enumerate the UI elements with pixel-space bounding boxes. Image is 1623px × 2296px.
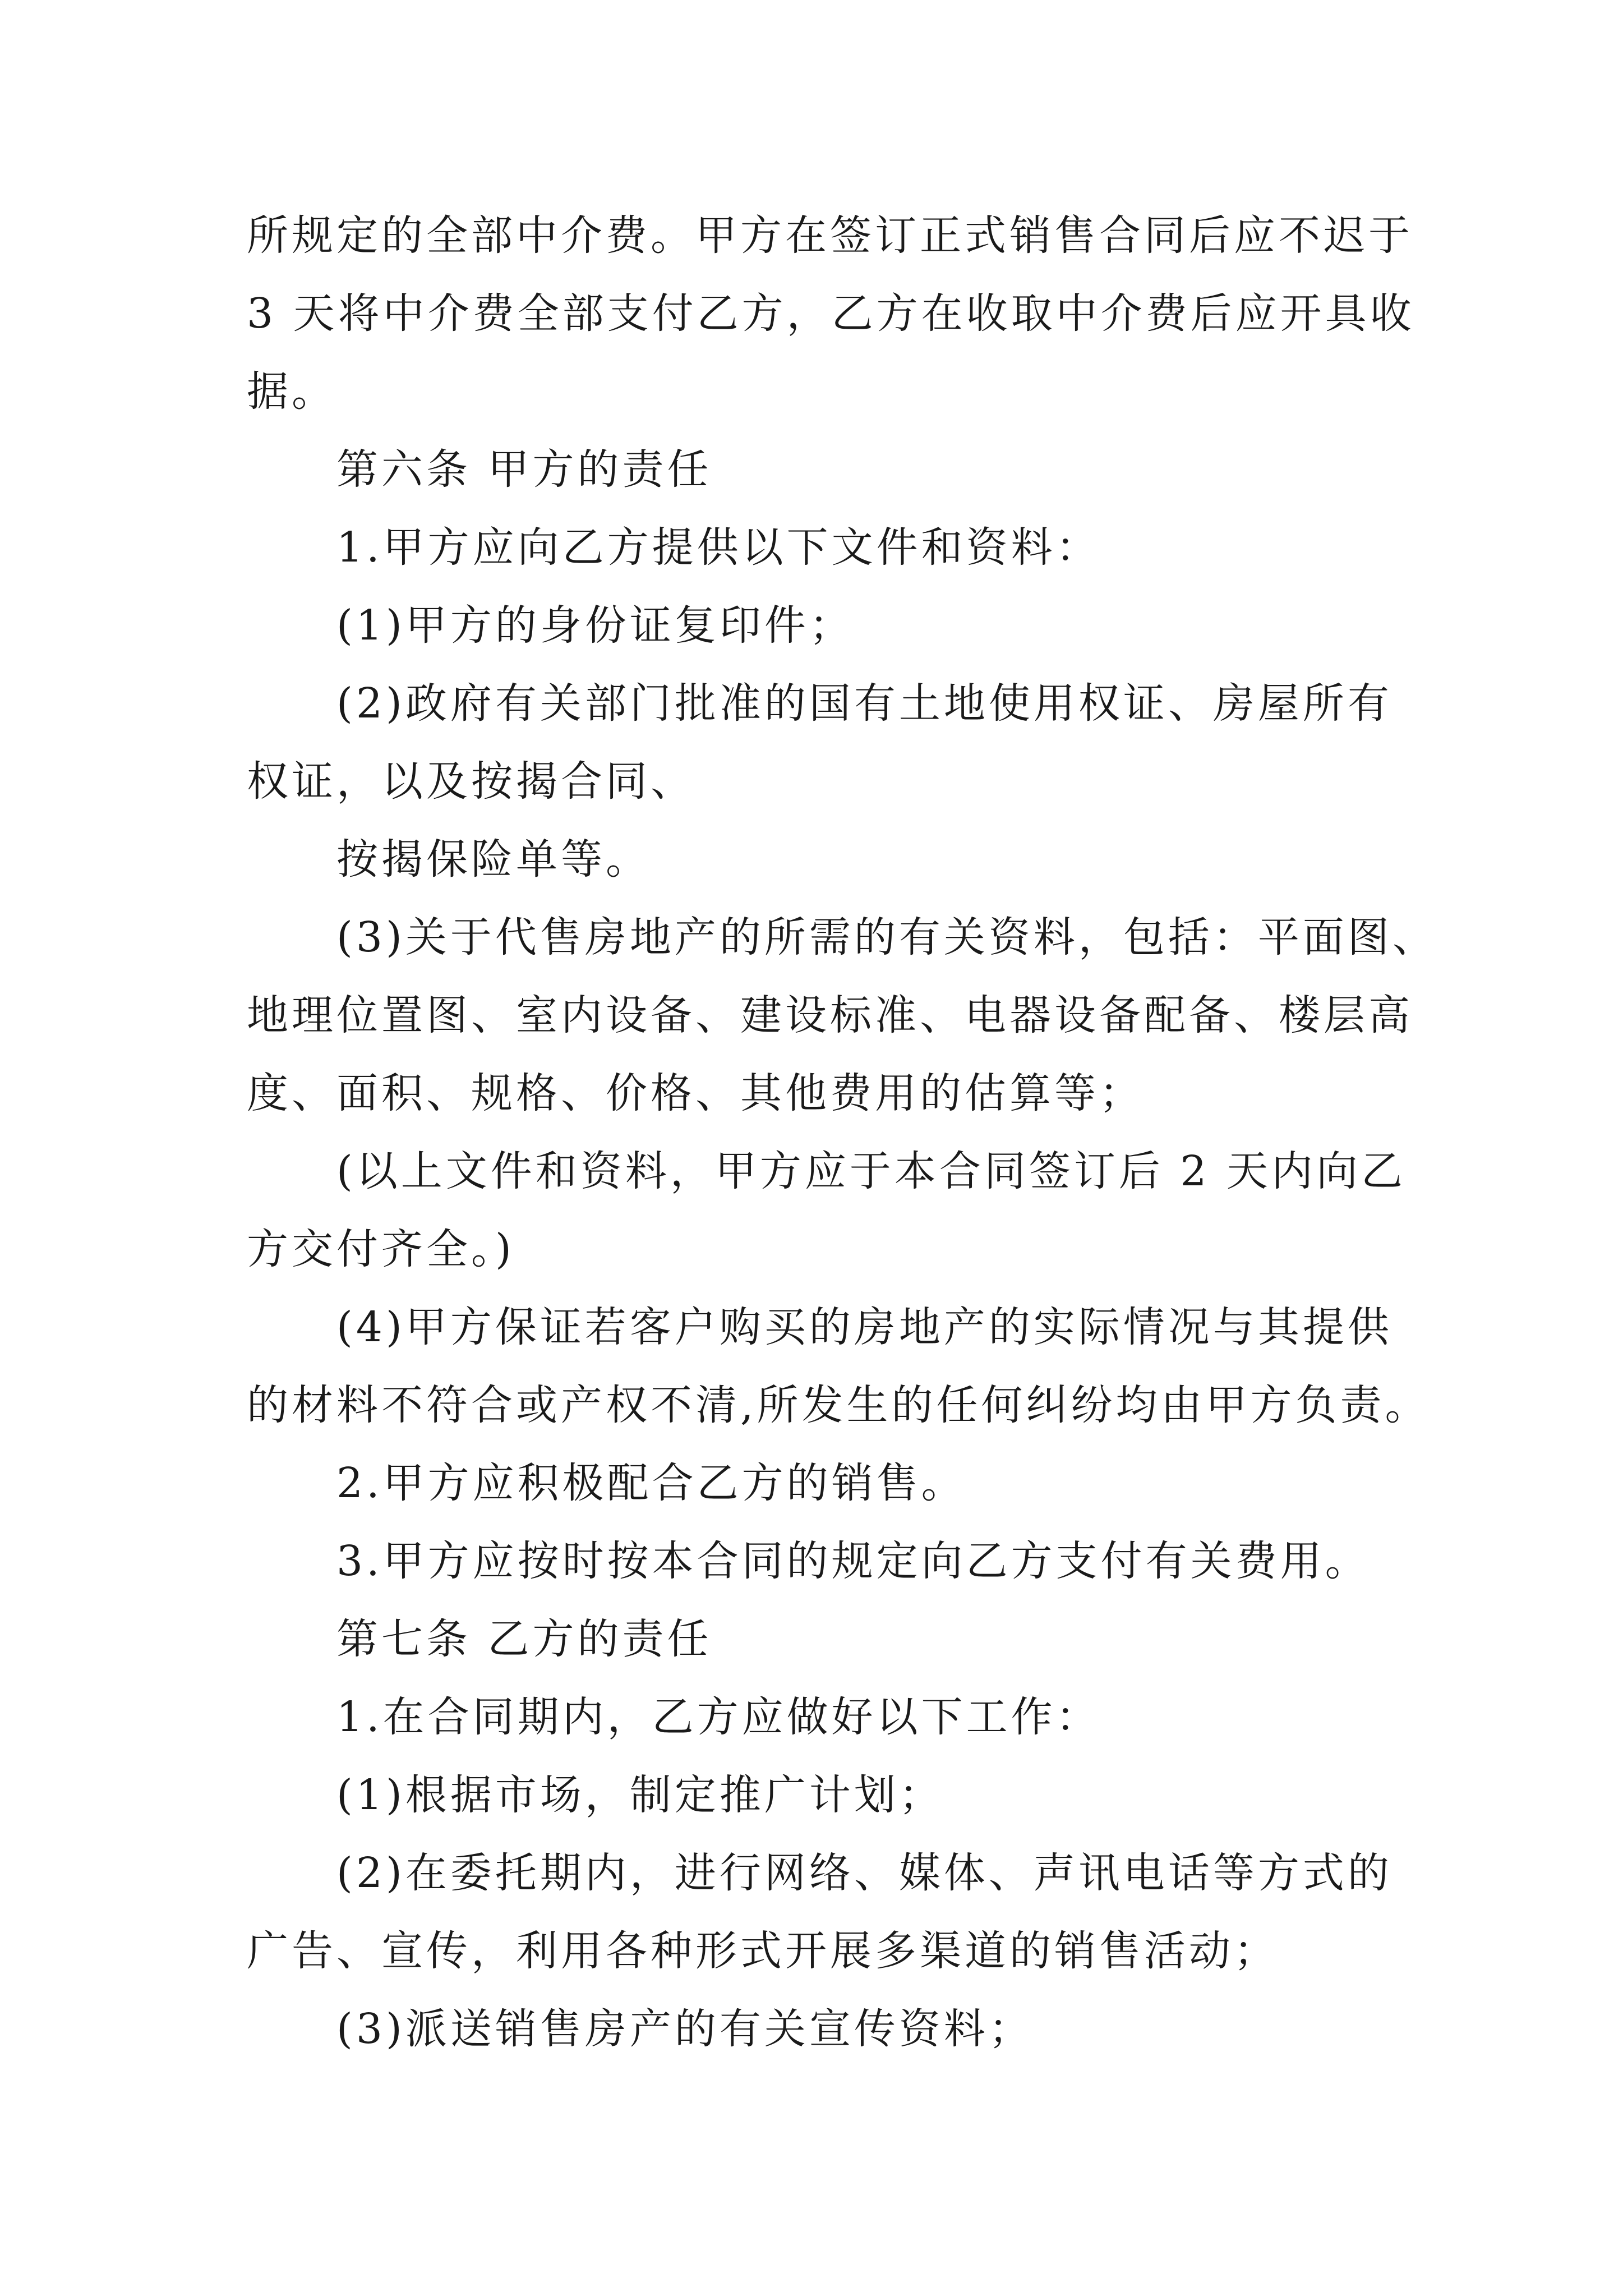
section-heading: 第六条 甲方的责任 [336,445,712,494]
text-line: 度、面积、规格、价格、其他费用的估算等； [247,1069,1144,1117]
text-line: 据。 [247,367,336,416]
text-line: 广告、宣传，利用各种形式开展多渠道的销售活动； [247,1927,1279,1975]
text-line: (2)在委托期内，进行网络、媒体、声讯电话等方式的 [336,1849,1393,1897]
text-line: (1)根据市场，制定推广计划； [336,1771,944,1819]
text-line: (以上文件和资料，甲方应于本合同签订后 2 天内向乙 [336,1147,1406,1195]
text-line: (3)派送销售房产的有关宣传资料； [336,2005,1034,2053]
text-line: 方交付齐全。) [247,1225,515,1273]
text-line: 权证，以及按揭合同、 [247,757,695,806]
text-line: 2.甲方应积极配合乙方的销售。 [336,1459,966,1507]
text-line: (2)政府有关部门批准的国有土地使用权证、房屋所有 [336,679,1393,728]
text-line: 3.甲方应按时按本合同的规定向乙方支付有关费用。 [336,1537,1370,1585]
text-line: (3)关于代售房地产的所需的有关资料，包括：平面图、 [336,913,1437,961]
text-line: 所规定的全部中介费。甲方在签订正式销售合同后应不迟于 [247,211,1413,260]
text-line: (4)甲方保证若客户购买的房地产的实际情况与其提供 [336,1303,1393,1351]
text-line: 1.甲方应向乙方提供以下文件和资料： [336,523,1101,572]
text-line: 按揭保险单等。 [336,835,651,884]
text-line: 1.在合同期内，乙方应做好以下工作： [336,1693,1101,1741]
text-line: 地理位置图、室内设备、建设标准、电器设备配备、楼层高 [247,991,1413,1039]
text-line: 的材料不符合或产权不清,所发生的任何纠纷均由甲方负责。 [247,1381,1430,1429]
section-heading: 第七条 乙方的责任 [336,1615,712,1663]
text-line: (1)甲方的身份证复印件； [336,601,854,650]
text-line: 3 天将中介费全部支付乙方，乙方在收取中介费后应开具收 [247,289,1415,338]
